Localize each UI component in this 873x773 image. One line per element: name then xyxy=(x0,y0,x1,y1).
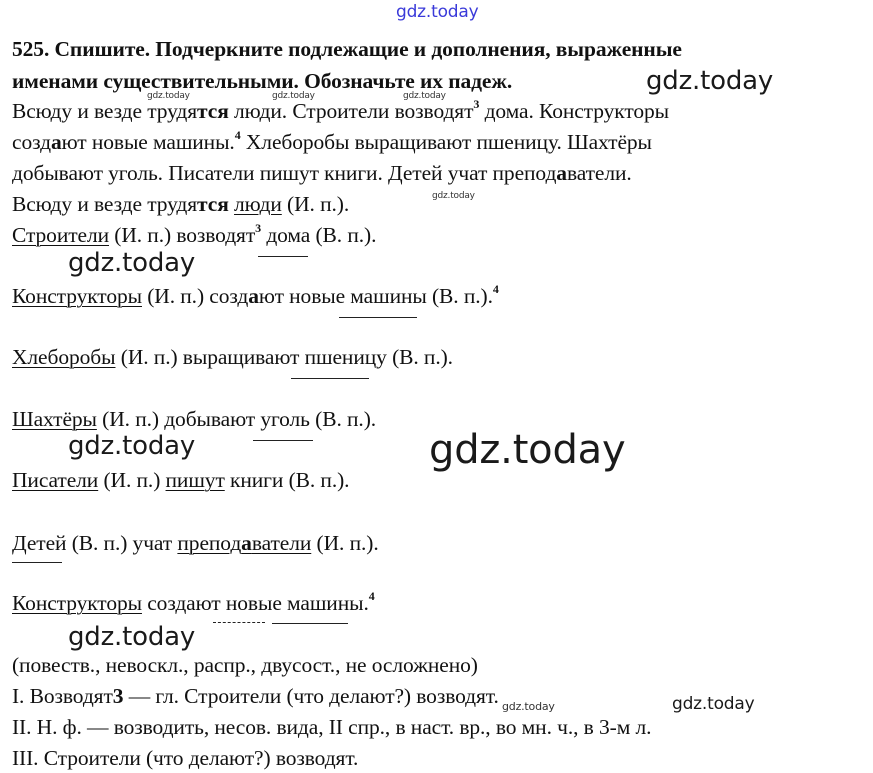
text-fragment: (И. п.). xyxy=(281,192,350,216)
watermark-mid-2: gdz.today xyxy=(68,431,196,461)
answer-sentence-1 xyxy=(12,191,349,217)
footnote-marker: 3 xyxy=(255,221,262,235)
watermark-top: gdz.today xyxy=(396,2,479,22)
watermark-large: gdz.today xyxy=(429,427,626,473)
text-fragment: Всюду и везде трудя xyxy=(12,99,198,123)
attribute-wavy-underline xyxy=(213,622,265,627)
text-fragment: ют новые машины. xyxy=(61,130,235,154)
answer-sentence-7 xyxy=(12,530,379,556)
text-fragment: ватели xyxy=(251,531,312,555)
analysis-line-3: II. Н. ф. — возводить, несов. вида, II спр., в наст. вр., во мн. ч., в 3-м л. xyxy=(12,715,652,739)
subject-underlined: Писатели xyxy=(12,468,99,492)
answer-sentence-8 xyxy=(12,590,375,616)
answer-sentence-4 xyxy=(12,344,453,370)
subject-underlined: Конструкторы xyxy=(12,591,142,615)
task-header-line-1: 525. Спишите. Подчеркните подлежащие и дополнения, выраженные xyxy=(12,37,682,61)
watermark-header: gdz.today xyxy=(646,66,774,96)
object-underline xyxy=(339,317,417,318)
analysis-number: 3 xyxy=(112,684,124,708)
analysis-line-2 xyxy=(12,683,499,709)
stress-mark: а xyxy=(248,284,259,308)
text-fragment: книги (В. п.). xyxy=(224,468,350,492)
stress-mark: тся xyxy=(197,192,229,216)
answer-sentence-5 xyxy=(12,406,376,432)
text-fragment: (И. п.) возводят xyxy=(109,223,256,247)
text-fragment: ватели. xyxy=(566,161,632,185)
subject-underlined: люди xyxy=(234,192,282,216)
text-fragment: (И. п.). xyxy=(311,531,379,555)
subject-underlined: Шахтёры xyxy=(12,407,97,431)
text-fragment: добывают уголь. Писатели пишут книги. Детей учат препод xyxy=(12,161,557,185)
original-text-line-1 xyxy=(12,98,669,124)
text-fragment: созд xyxy=(12,130,51,154)
answer-sentence-3 xyxy=(12,283,499,309)
watermark-small-1: gdz.today xyxy=(147,91,190,101)
object-underline xyxy=(258,256,308,257)
analysis-line-1: (повеств., невоскл., распр., двусост., не осложнено) xyxy=(12,653,478,677)
original-text-line-2 xyxy=(12,129,652,155)
stress-mark: а xyxy=(50,130,62,154)
text-fragment: ют новые машины (В. п.). xyxy=(258,284,493,308)
task-header-line-2: именами существительными. Обозначьте их падеж. xyxy=(12,69,513,93)
watermark-mid-3: gdz.today xyxy=(68,622,196,652)
watermark-small-2: gdz.today xyxy=(272,91,315,101)
text-fragment: препод xyxy=(177,531,242,555)
text-fragment: дома. Конструкторы xyxy=(479,99,669,123)
footnote-marker: 3 xyxy=(473,97,480,111)
predicate-underlined: пишут xyxy=(165,468,225,492)
text-fragment: люди. Строители возводят xyxy=(228,99,474,123)
object-underline xyxy=(12,562,62,563)
footnote-marker: 4 xyxy=(234,128,241,142)
subject-underlined xyxy=(177,531,311,555)
text-fragment: I. Возводят xyxy=(12,684,113,708)
text-fragment: дома (В. п.). xyxy=(261,223,377,247)
footnote-marker: 4 xyxy=(368,589,375,603)
text-fragment: (И. п.) добывают уголь (В. п.). xyxy=(96,407,377,431)
text-fragment: — гл. Строители (что делают?) возводят. xyxy=(123,684,499,708)
answer-sentence-2 xyxy=(12,222,376,248)
object-underline xyxy=(253,440,313,441)
text-fragment: (И. п.) xyxy=(98,468,166,492)
original-text-line-3 xyxy=(12,160,632,186)
text-fragment: (И. п.) выращивают пшеницу (В. п.). xyxy=(115,345,453,369)
text-fragment: (И. п.) созд xyxy=(141,284,249,308)
object-underline xyxy=(291,378,369,379)
text-fragment: создают новые машины. xyxy=(141,591,369,615)
text-fragment: Хлеборобы выращивают пшеницу. Шахтёры xyxy=(240,130,652,154)
watermark-small-4: gdz.today xyxy=(432,191,475,201)
footnote-marker: 4 xyxy=(492,282,499,296)
stress-mark: а xyxy=(241,531,252,555)
text-fragment: Всюду и везде трудя xyxy=(12,192,198,216)
answer-sentence-6 xyxy=(12,467,349,493)
object-underline xyxy=(272,623,348,624)
subject-underlined: Строители xyxy=(12,223,109,247)
stress-mark: а xyxy=(556,161,567,185)
watermark-small-3: gdz.today xyxy=(403,91,446,101)
watermark-mid-1: gdz.today xyxy=(68,248,196,278)
subject-underlined: Конструкторы xyxy=(12,284,142,308)
subject-underlined: Хлеборобы xyxy=(12,345,116,369)
stress-mark: тся xyxy=(197,99,229,123)
watermark-small-6: gdz.today xyxy=(672,694,755,714)
text-fragment: Детей (В. п.) учат xyxy=(12,531,178,555)
watermark-small-5: gdz.today xyxy=(502,700,555,713)
analysis-line-4: III. Строители (что делают?) возводят. xyxy=(12,746,359,770)
